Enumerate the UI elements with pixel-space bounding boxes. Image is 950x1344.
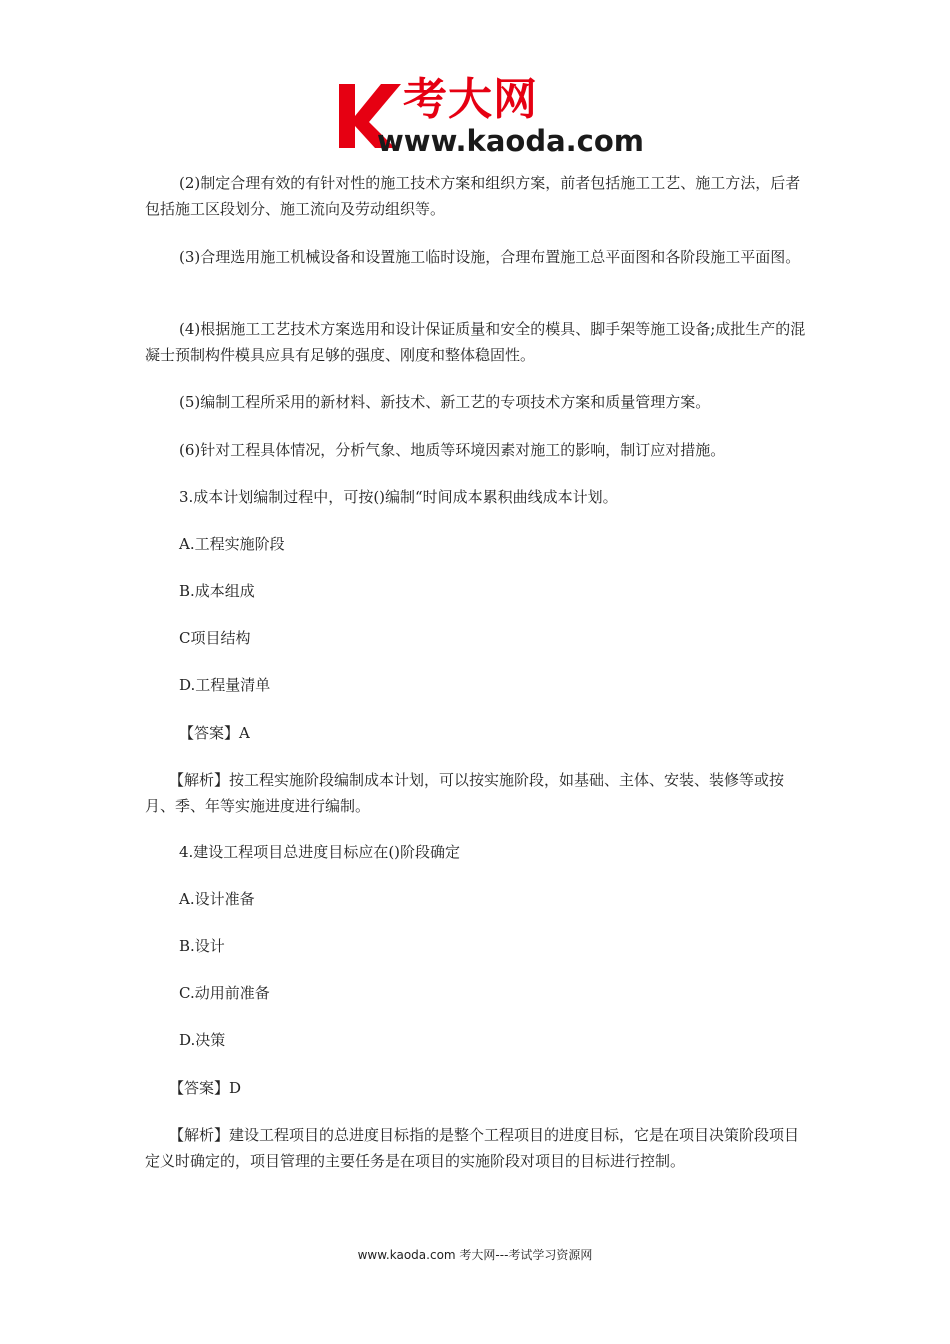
page-footer: www.kaoda.com 考大网---考试学习资源网 xyxy=(357,1248,593,1262)
question-3: 3.成本计划编制过程中，可按()编制“时间成本累积曲线成本计划。 xyxy=(179,488,618,506)
question-4-option-c: C.动用前准备 xyxy=(179,984,270,1002)
question-4-answer: 【答案】D xyxy=(169,1079,242,1097)
question-3-option-b: B.成本组成 xyxy=(179,582,255,600)
question-3-option-d: D.工程量清单 xyxy=(179,676,271,694)
logo-title: 考大网 xyxy=(403,74,538,125)
question-3-answer: 【答案】A xyxy=(179,724,250,742)
question-4-option-b: B.设计 xyxy=(179,937,225,955)
question-4-option-a: A.设计准备 xyxy=(179,890,255,908)
question-3-option-a: A.工程实施阶段 xyxy=(179,535,285,553)
paragraph-6: (6)针对工程具体情况，分析气象、地质等环境因素对施工的影响，制订应对措施。 xyxy=(179,441,726,459)
kaoda-logo xyxy=(333,74,653,160)
question-4: 4.建设工程项目总进度目标应在()阶段确定 xyxy=(179,843,461,861)
paragraph-4: (4)根据施工工艺技术方案选用和设计保证质量和安全的模具、脚手架等施工设备;成批生产的混凝士预制构件模具应具有足够的强度、刚度和整体稳固性。 xyxy=(145,320,806,364)
paragraph-3: (3)合理选用施工机械设备和设置施工临时设施，合理布置施工总平面图和各阶段施工平面图。 xyxy=(179,248,801,266)
question-3-analysis: 【解析】按工程实施阶段编制成本计划，可以按实施阶段，如基础、主体、安装、装修等或按月、季、年等实施进度进行编制。 xyxy=(145,771,785,815)
question-3-option-c: C项目结构 xyxy=(179,629,251,647)
paragraph-5: (5)编制工程所采用的新材料、新技术、新工艺的专项技术方案和质量管理方案。 xyxy=(179,393,711,411)
paragraph-2: (2)制定合理有效的有针对性的施工技术方案和组织方案，前者包括施工工艺、施工方法，后者包括施工区段划分、施工流向及劳动组织等。 xyxy=(145,174,801,218)
logo-url: www.kaoda.com xyxy=(377,124,644,158)
question-4-option-d: D.决策 xyxy=(179,1031,226,1049)
question-4-analysis: 【解析】建设工程项目的总进度目标指的是整个工程项目的进度目标，它是在项目决策阶段项目定义时确定的，项目管理的主要任务是在项目的实施阶段对项目的目标进行控制。 xyxy=(145,1126,800,1170)
